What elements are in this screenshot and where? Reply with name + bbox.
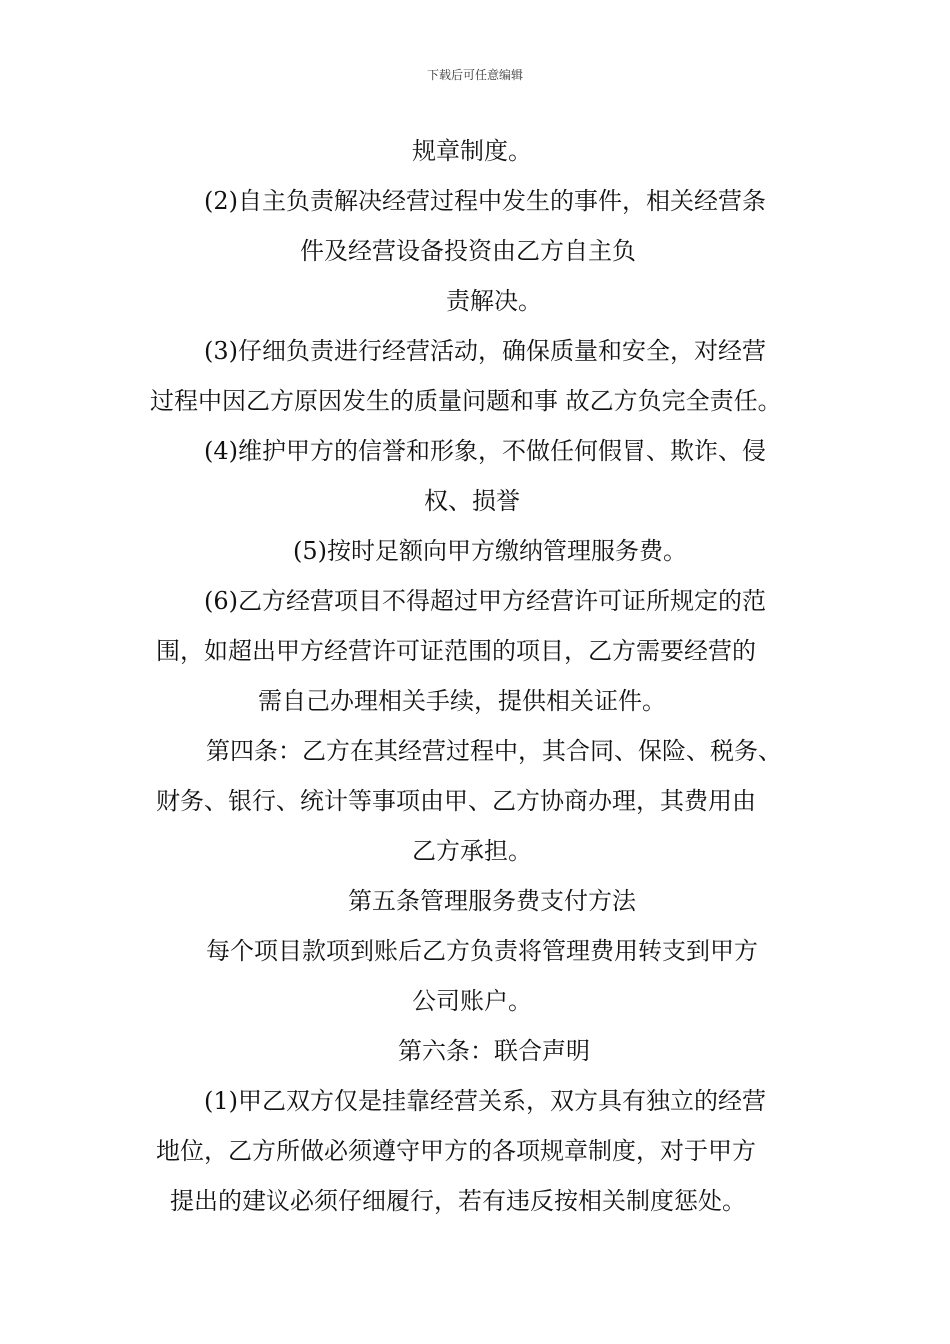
text-line: (6)乙方经营项目不得超过甲方经营许可证所规定的范	[204, 587, 766, 615]
text-line: (5)按时足额向甲方缴纳管理服务费。	[293, 537, 687, 565]
text-line: 件及经营设备投资由乙方自主负	[300, 237, 636, 265]
text-line: (4)维护甲方的信誉和形象，不做任何假冒、欺诈、侵	[204, 437, 766, 465]
text-line: 提出的建议必须仔细履行，若有违反按相关制度惩处。	[170, 1187, 746, 1215]
text-line: (3)仔细负责进行经营活动，确保质量和安全，对经营	[204, 337, 766, 365]
text-line: 需自己办理相关手续，提供相关证件。	[258, 687, 666, 715]
text-line: 规章制度。	[412, 137, 532, 165]
text-line: 权、损誉	[424, 487, 520, 515]
text-line: 财务、银行、统计等事项由甲、乙方协商办理，其费用由	[156, 787, 756, 815]
text-line: 地位，乙方所做必须遵守甲方的各项规章制度，对于甲方	[156, 1137, 756, 1165]
text-line: (2)自主负责解决经营过程中发生的事件，相关经营条	[204, 187, 766, 215]
text-line: 围，如超出甲方经营许可证范围的项目，乙方需要经营的	[156, 637, 756, 665]
text-line: (1)甲乙双方仅是挂靠经营关系，双方具有独立的经营	[204, 1087, 766, 1115]
section-heading: 第五条管理服务费支付方法	[348, 887, 636, 915]
text-line: 责解决。	[446, 287, 542, 315]
text-line: 过程中因乙方原因发生的质量问题和事 故乙方负完全责任。	[150, 387, 782, 415]
section-heading: 第六条：联合声明	[398, 1037, 590, 1065]
text-line: 公司账户。	[412, 987, 532, 1015]
page-header: 下载后可任意编辑	[426, 68, 523, 82]
text-line: 每个项目款项到账后乙方负责将管理费用转支到甲方	[206, 937, 758, 965]
text-line: 乙方承担。	[412, 837, 532, 865]
text-line: 第四条：乙方在其经营过程中，其合同、保险、税务、	[206, 737, 782, 765]
